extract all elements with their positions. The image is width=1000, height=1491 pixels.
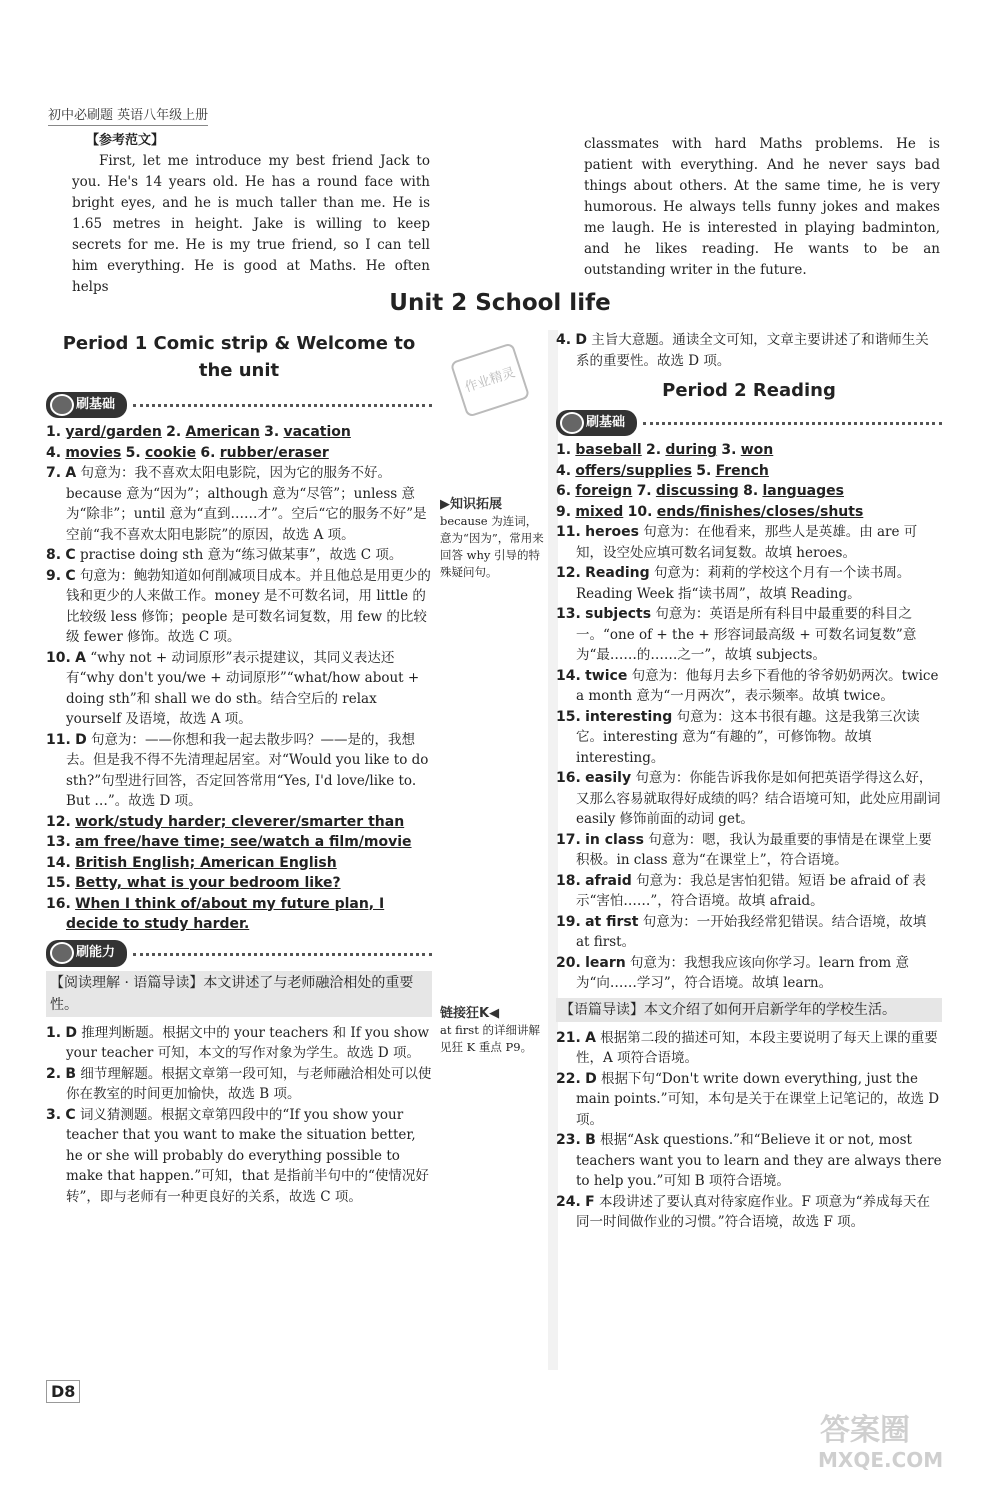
answer-item xyxy=(556,563,942,604)
banner-dots xyxy=(133,403,432,407)
item-number: 2. xyxy=(46,1065,62,1082)
item-explanation: 句意为：我不喜欢太阳电影院，因为它的服务不好。because 意为“因为”；although 意为“尽管”；unless 意为“除非”；until 意为“直到……才”。空后“它的服务不好”是空前“我不喜欢太阳电影院”的原因，故选 A 项。 xyxy=(66,465,427,543)
answer-item xyxy=(46,873,432,894)
item-number: 2. xyxy=(646,442,662,458)
item-explanation: 词义猜测题。根据文章第四段中的“If you show your teacher that you want to make the situation better, he or she will probably do everything possible to make that happen.”可知，that 是指前半句中的“使情况好转”，即与老师有一种更良好的关系，故选 C 项。 xyxy=(66,1106,429,1205)
item-answer: B xyxy=(65,1065,77,1082)
item-answer: rubber/eraser xyxy=(219,444,329,461)
answer-item xyxy=(556,604,942,666)
item-answer: American xyxy=(185,424,260,440)
watermark-site: MXQE.COM xyxy=(818,1448,944,1472)
item-number: 5. xyxy=(696,462,712,479)
item-number: 16. xyxy=(46,895,71,912)
item-explanation: 本段讲述了要认真对待家庭作业。F 项意为“养成每天在同一时间做作业的习惯。”符合语境，故选 F 项。 xyxy=(576,1193,931,1230)
answer-item xyxy=(556,666,942,707)
item-answer: am free/have time; see/watch a film/movie xyxy=(75,834,412,850)
item-number: 1. xyxy=(46,1024,62,1041)
item-answer: F xyxy=(585,1193,595,1210)
side-note-link xyxy=(440,1005,546,1056)
page-number-text: D8 xyxy=(46,1380,80,1403)
item-answer: Reading xyxy=(585,565,650,581)
item-answer: offers/supplies xyxy=(575,462,692,479)
item-answer: at first xyxy=(585,913,639,930)
item-answer: yard/garden xyxy=(65,424,162,440)
item-number: 6. xyxy=(200,444,216,461)
item-answer: learn xyxy=(585,954,626,971)
watermark-brand: 答案圈 xyxy=(820,1413,910,1448)
item-number: 2. xyxy=(166,424,182,440)
item-answer: afraid xyxy=(585,872,632,889)
item-explanation: 句意为：鲍勃知道如何削减项目成本。并且他总是用更少的钱和更少的人来做工作。money 是不可数名词，用 little 的比较级 less 修饰；people 是可数名词复数，用 few 的比较级 fewer 修饰。故选 C 项。 xyxy=(66,567,431,645)
item-number: 13. xyxy=(556,606,581,622)
item-explanation: 句意为：——你想和我一起去散步吗？——是的，我想去。但是我不得不先清理起居室。对“Would you like to do sth?”句型进行回答，否定回答常用“Yes, I'd love/like to. But …”。故选 D 项。 xyxy=(66,731,429,809)
item-number: 3. xyxy=(721,442,737,458)
item-explanation: 句意为：他每月去乡下看他的爷爷奶奶两次。twice a month 意为“一月两次”，表示频率。故填 twice。 xyxy=(576,667,939,704)
left-reading-answers xyxy=(46,1023,432,1208)
essay-right-text: classmates with hard Maths problems. He is patient with everything. And he never says bad things about others. At the same time, he is very humorous. He always tells funny jokes and makes me laugh. He is interested in playing badminton, and he likes reading. He wants to be an outstanding writer in the future. xyxy=(584,136,940,278)
answer-item xyxy=(556,330,942,371)
answer-item xyxy=(46,463,432,545)
item-answer: B xyxy=(585,1132,596,1148)
item-number: 7. xyxy=(46,465,62,481)
item-answer: D xyxy=(585,1070,597,1087)
answer-item xyxy=(46,1105,432,1208)
right-column xyxy=(556,330,942,1233)
section-guide-right: 【语篇导读】本文介绍了如何开启新学年的学校生活。 xyxy=(556,998,942,1022)
item-number: 14. xyxy=(556,667,581,684)
answer-item xyxy=(46,422,432,443)
item-number: 11. xyxy=(46,731,71,748)
side-note-knowledge-title: 知识拓展 xyxy=(450,497,503,512)
item-answer: baseball xyxy=(575,442,642,458)
item-explanation: 句意为：在他看来，那些人是英雄。由 are 可知，设空处应填可数名词复数。故填 heroes。 xyxy=(576,524,918,561)
item-number: 12. xyxy=(556,565,581,581)
item-answer: When I think of/about my future plan, I decide to study harder. xyxy=(66,895,385,932)
period1-title xyxy=(46,330,432,384)
item-number: 7. xyxy=(636,483,652,499)
item-answer: movies xyxy=(65,444,122,461)
item-number: 3. xyxy=(46,1106,62,1123)
banner-ability xyxy=(46,941,432,967)
side-note-knowledge-text: because 为连词，意为“因为”，常用来回答 why 引导的特殊疑问句。 xyxy=(440,514,544,579)
answer-item xyxy=(556,1028,942,1069)
answer-item xyxy=(46,648,432,730)
item-explanation: 根据下句“Don't write down everything, just the main points.”可知，本句是关于在课堂上记笔记的，故选 D 项。 xyxy=(576,1070,940,1128)
item-answer: C xyxy=(65,567,76,584)
answer-item xyxy=(556,481,942,502)
item-answer: foreign xyxy=(575,483,633,499)
item-answer: easily xyxy=(585,770,632,786)
answer-item xyxy=(556,707,942,769)
item-number: 10. xyxy=(46,649,71,666)
essay-left xyxy=(72,130,430,298)
banner-basic-right-label: 刷基础 xyxy=(556,410,637,437)
item-answer: twice xyxy=(585,667,628,684)
side-note-link-title: 链接狂K xyxy=(440,1006,490,1021)
answer-item xyxy=(46,566,432,648)
item-explanation: 细节理解题。根据文章第一段可知，与老师融洽相处可以使你在教室的时间更加愉快，故选 B 项。 xyxy=(66,1065,432,1102)
answer-item xyxy=(556,502,942,523)
item-number: 10. xyxy=(627,503,653,520)
essay-left-text: First, let me introduce my best friend Jack to you. He's 14 years old. He has a round face with bright eyes, and he is much taller than me. He is 1.65 metres in height. Jake is willing to keep secrets for me. He is my true friend, so I can tell him everything. He is good at Maths. He often helps xyxy=(72,153,430,295)
item-number: 17. xyxy=(556,831,581,848)
item-number: 6. xyxy=(556,483,572,499)
item-answer: mixed xyxy=(575,503,624,520)
item-answer: C xyxy=(65,1106,76,1123)
left-column xyxy=(46,330,432,1207)
section-guide-left: 【阅读理解 · 语篇导读】本文讲述了与老师融洽相处的重要性。 xyxy=(46,971,432,1017)
item-explanation: 句意为：一开始我经常犯错误。结合语境，故填 at first。 xyxy=(576,913,927,950)
item-answer: heroes xyxy=(585,524,639,540)
item-answer: British English; American English xyxy=(75,854,337,871)
period1-title-line1: Period 1 Comic strip & Welcome to xyxy=(62,333,416,354)
item-number: 24. xyxy=(556,1193,581,1210)
answer-item xyxy=(46,1023,432,1064)
item-explanation: 根据“Ask questions.”和“Believe it or not, most teachers want you to learn and they are always there to help you.”可知 B 项符合语境。 xyxy=(576,1132,942,1189)
item-number: 14. xyxy=(46,854,71,871)
item-number: 4. xyxy=(556,332,572,348)
item-number: 8. xyxy=(743,483,759,499)
item-explanation: 句意为：我总是害怕犯错。短语 be afraid of 表示“害怕……”，符合语境。故填 afraid。 xyxy=(576,872,927,909)
answer-item xyxy=(556,522,942,563)
running-header: 初中必刷题 英语八年级上册 xyxy=(48,104,208,126)
item-answer: work/study harder; cleverer/smarter than xyxy=(75,813,405,830)
answer-item xyxy=(556,912,942,953)
item-answer: A xyxy=(585,1029,596,1046)
item-answer: languages xyxy=(762,483,844,499)
answer-item xyxy=(46,730,432,812)
answer-item xyxy=(556,768,942,830)
answer-item xyxy=(46,443,432,464)
item-answer: won xyxy=(740,442,774,458)
banner-dots xyxy=(643,421,942,425)
right-reading-answers xyxy=(556,1028,942,1233)
item-answer: vacation xyxy=(283,424,351,440)
item-answer: A xyxy=(75,649,86,666)
banner-basic-right xyxy=(556,410,942,436)
side-note-knowledge-heading: ▶知识拓展 xyxy=(440,497,503,512)
item-explanation: “why not + 动词原形”表示提建议，其同义表达还有“why don't you/we + 动词原形”“what/how about + doing sth”和 shall we do sth。结合空后的 relax yourself 及语境，故选 A 项。 xyxy=(66,649,420,727)
answer-item xyxy=(556,871,942,912)
item-answer: Betty, what is your bedroom like? xyxy=(75,875,341,891)
banner-basic-label: 刷基础 xyxy=(46,392,127,419)
stamp-seal xyxy=(440,340,540,420)
item-number: 9. xyxy=(46,567,62,584)
item-number: 15. xyxy=(556,708,581,725)
side-note-knowledge xyxy=(440,496,546,581)
item-answer: D xyxy=(75,731,87,748)
page-number xyxy=(46,1380,80,1403)
stamp-text: 作业精灵 xyxy=(463,365,518,396)
item-number: 1. xyxy=(46,424,62,440)
answer-item xyxy=(556,953,942,994)
item-answer: during xyxy=(665,442,718,458)
item-number: 1. xyxy=(556,442,572,458)
item-number: 19. xyxy=(556,913,581,930)
essay-right xyxy=(584,134,940,281)
answer-item xyxy=(556,1069,942,1131)
item-number: 16. xyxy=(556,770,581,786)
period1-title-line2: the unit xyxy=(198,360,280,381)
answer-item xyxy=(556,440,942,461)
item-number: 4. xyxy=(556,462,572,479)
left-answer-list xyxy=(46,422,432,935)
item-explanation: practise doing sth 意为“练习做某事”，故选 C 项。 xyxy=(79,547,403,563)
item-answer: D xyxy=(65,1024,77,1041)
item-number: 20. xyxy=(556,954,581,971)
item-explanation: 根据第二段的描述可知，本段主要说明了每天上课的重要性，A 项符合语境。 xyxy=(576,1029,938,1066)
answer-item xyxy=(46,1064,432,1105)
answer-item xyxy=(46,832,432,853)
answer-item xyxy=(556,461,942,482)
item-number: 3. xyxy=(264,424,280,440)
answer-item xyxy=(556,830,942,871)
item-number: 11. xyxy=(556,524,581,540)
item-number: 23. xyxy=(556,1132,581,1148)
essay-label: 【参考范文】 xyxy=(86,133,165,148)
right-answer-list xyxy=(556,440,942,994)
answer-item xyxy=(46,812,432,833)
item-explanation: 句意为：我想我应该向你学习。learn from 意为“向……学习”，符合语境。故填 learn。 xyxy=(576,954,909,991)
item-explanation: 句意为：嗯，我认为最重要的事情是在课堂上要积极。in class 意为“在课堂上”，符合语境。 xyxy=(576,831,932,868)
item-number: 12. xyxy=(46,813,71,830)
item-answer: C xyxy=(65,547,76,563)
item-answer: French xyxy=(715,462,769,479)
item-explanation: 推理判断题。根据文中的 your teachers 和 If you show your teacher 可知，本文的写作对象为学生。故选 D 项。 xyxy=(66,1024,430,1061)
answer-item xyxy=(46,853,432,874)
item-answer: subjects xyxy=(585,606,652,622)
item-number: 4. xyxy=(46,444,62,461)
answer-item xyxy=(46,545,432,566)
item-number: 21. xyxy=(556,1029,581,1046)
item-explanation: 句意为：英语是所有科目中最重要的科目之一。“one of + the + 形容词最高级 + 可数名词复数”意为“最……的……之一”，故填 subjects。 xyxy=(576,606,917,663)
item-answer: D xyxy=(575,332,587,348)
item-number: 9. xyxy=(556,503,572,520)
item-number: 15. xyxy=(46,875,71,891)
item-number: 18. xyxy=(556,872,581,889)
answer-item xyxy=(556,1192,942,1233)
item-answer: discussing xyxy=(655,483,739,499)
answer-item xyxy=(556,1130,942,1192)
item-number: 8. xyxy=(46,547,62,563)
side-note-link-text: at first 的详细讲解见狂 K 重点 P9。 xyxy=(440,1023,540,1054)
item-explanation: 句意为：你能告诉我你是如何把英语学得这么好，又那么容易就取得好成绩的吗？结合语境可知，此处应用副词 easily 修饰前面的动词 get。 xyxy=(576,770,941,827)
item-answer: ends/finishes/closes/shuts xyxy=(656,503,864,520)
unit-title: Unit 2 School life xyxy=(389,290,611,316)
period2-title: Period 2 Reading xyxy=(662,380,836,401)
item-explanation: 句意为：莉莉的学校这个月有一个读书周。Reading Week 指“读书周”，故填 Reading。 xyxy=(576,565,911,602)
banner-dots xyxy=(133,952,432,956)
answer-item xyxy=(46,894,432,935)
item-answer: cookie xyxy=(144,444,197,461)
right-item-4 xyxy=(556,330,942,371)
item-answer: in class xyxy=(585,831,644,848)
item-answer: A xyxy=(65,465,77,481)
item-answer: interesting xyxy=(585,708,673,725)
item-explanation: 主旨大意题。通读全文可知，文章主要讲述了和谐师生关系的重要性。故选 D 项。 xyxy=(576,332,929,369)
banner-basic xyxy=(46,392,432,418)
item-number: 5. xyxy=(125,444,141,461)
side-note-link-heading: 链接狂K◀ xyxy=(440,1006,500,1021)
item-explanation: 句意为：这本书很有趣。这是我第三次读它。interesting 意为“有趣的”，可修饰物。故填 interesting。 xyxy=(576,708,920,766)
banner-ability-label: 刷能力 xyxy=(46,940,127,967)
item-number: 22. xyxy=(556,1070,581,1087)
item-number: 13. xyxy=(46,834,71,850)
